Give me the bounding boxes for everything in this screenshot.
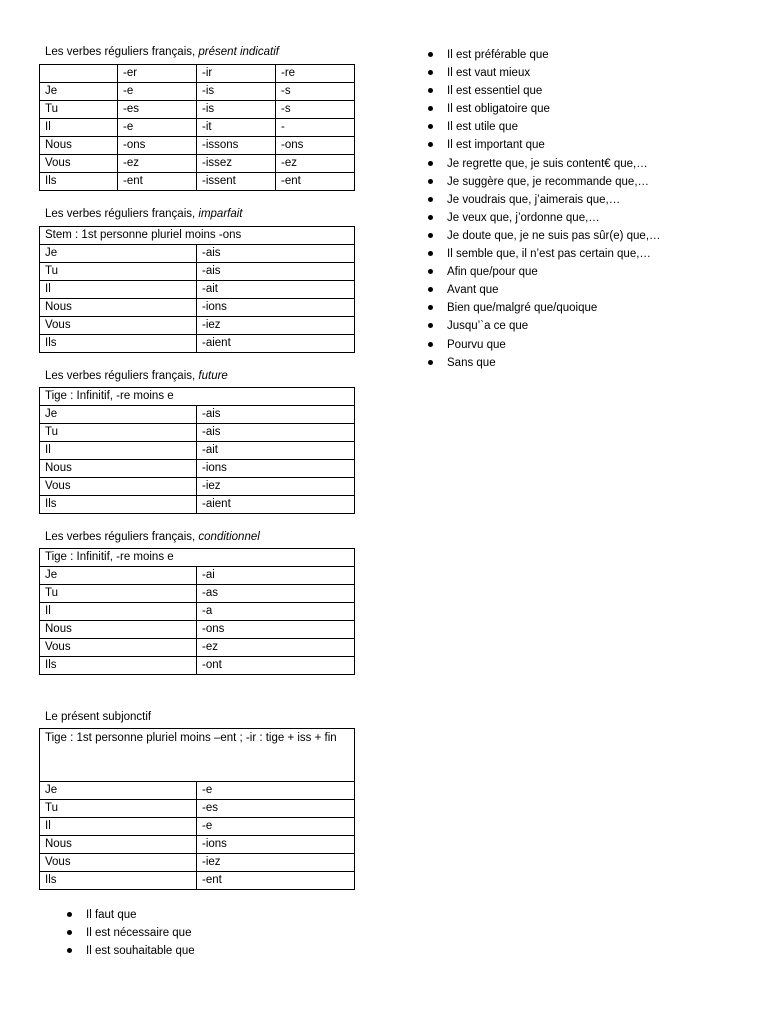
- ending-cell: -ais: [197, 406, 355, 424]
- pronoun-cell: Ils: [40, 872, 197, 890]
- header-cell: -ir: [197, 65, 276, 83]
- pronoun-cell: Je: [40, 83, 118, 101]
- table-row: [40, 800, 355, 818]
- table-row: [40, 872, 355, 890]
- list-item: Il est vaut mieux: [425, 64, 661, 82]
- ending-cell: -ont: [197, 657, 355, 675]
- table-row: [40, 782, 355, 800]
- list-item: Avant que: [425, 281, 661, 299]
- list-item: Je doute que, je ne suis pas sûr(e) que,…: [425, 227, 661, 245]
- pronoun-cell: Vous: [40, 317, 197, 335]
- list-item: Sans que: [425, 354, 661, 372]
- stem-rule: Tige : Infinitif, -re moins e: [40, 549, 355, 567]
- ending-cell: -ions: [197, 299, 355, 317]
- future-caption: [45, 370, 228, 382]
- list-item: Afin que/pour que: [425, 263, 661, 281]
- ending-cell: -e: [118, 83, 197, 101]
- imparfait-table: [39, 226, 355, 353]
- table-row: [40, 818, 355, 836]
- ending-cell: -ais: [197, 245, 355, 263]
- stem-row: [40, 227, 355, 245]
- imparfait-caption: [45, 208, 243, 220]
- pronoun-cell: Il: [40, 442, 197, 460]
- ending-cell: -ait: [197, 281, 355, 299]
- pronoun-cell: Tu: [40, 424, 197, 442]
- table-row: [40, 657, 355, 675]
- ending-cell: -ons: [118, 137, 197, 155]
- ending-cell: -ait: [197, 442, 355, 460]
- list-item: Jusqu’`a ce que: [425, 317, 661, 335]
- ending-cell: -as: [197, 585, 355, 603]
- table-row: [40, 281, 355, 299]
- stem-row: [40, 388, 355, 406]
- bottom-bullet-list: [64, 906, 195, 960]
- ending-cell: -ez: [276, 155, 355, 173]
- pronoun-cell: Nous: [40, 460, 197, 478]
- table-row: [40, 83, 355, 101]
- ending-cell: -issez: [197, 155, 276, 173]
- present-caption-text: Les verbes réguliers français,: [45, 46, 199, 58]
- list-item: Il est utile que: [425, 118, 661, 136]
- stem-rule: Tige : 1st personne pluriel moins –ent ; -ir : tige + iss + fin: [40, 729, 355, 782]
- pronoun-cell: Il: [40, 119, 118, 137]
- pronoun-cell: Il: [40, 281, 197, 299]
- list-item: Il est nécessaire que: [64, 924, 195, 942]
- ending-cell: -ent: [118, 173, 197, 191]
- right-bullet-list: [425, 46, 661, 372]
- conditionnel-caption: [45, 531, 260, 543]
- pronoun-cell: Je: [40, 406, 197, 424]
- ending-cell: -s: [276, 101, 355, 119]
- pronoun-cell: Ils: [40, 496, 197, 514]
- table-row: [40, 585, 355, 603]
- ending-cell: -s: [276, 83, 355, 101]
- table-row: [40, 639, 355, 657]
- ending-cell: -a: [197, 603, 355, 621]
- table-row: [40, 299, 355, 317]
- table-header-row: [40, 65, 355, 83]
- subjonctif-table: [39, 728, 355, 890]
- subjonctif-caption: Le présent subjonctif: [45, 711, 152, 723]
- pronoun-cell: Je: [40, 567, 197, 585]
- imparfait-caption-text: Les verbes réguliers français,: [45, 208, 199, 220]
- table-row: [40, 119, 355, 137]
- table-row: [40, 854, 355, 872]
- table-row: [40, 101, 355, 119]
- table-row: [40, 137, 355, 155]
- table-row: [40, 621, 355, 639]
- conditionnel-table: [39, 548, 355, 675]
- ending-cell: -ent: [276, 173, 355, 191]
- table-row: [40, 424, 355, 442]
- table-row: [40, 263, 355, 281]
- pronoun-cell: Tu: [40, 585, 197, 603]
- pronoun-cell: Ils: [40, 657, 197, 675]
- list-item: Je regrette que, je suis content€ que,…: [425, 155, 661, 173]
- table-row: [40, 317, 355, 335]
- ending-cell: -issons: [197, 137, 276, 155]
- ending-cell: -es: [118, 101, 197, 119]
- ending-cell: -ions: [197, 460, 355, 478]
- ending-cell: -ions: [197, 836, 355, 854]
- ending-cell: -aient: [197, 496, 355, 514]
- ending-cell: -ai: [197, 567, 355, 585]
- imparfait-caption-tense: imparfait: [198, 208, 243, 220]
- list-item: Je voudrais que, j’aimerais que,…: [425, 191, 661, 209]
- list-item: Je veux que, j’ordonne que,…: [425, 209, 661, 227]
- ending-cell: -ez: [118, 155, 197, 173]
- ending-cell: -ons: [197, 621, 355, 639]
- list-item: Je suggère que, je recommande que,…: [425, 173, 661, 191]
- table-row: [40, 478, 355, 496]
- future-caption-tense: future: [198, 370, 228, 382]
- list-item: Il semble que, il n’est pas certain que,…: [425, 245, 661, 263]
- pronoun-cell: Tu: [40, 800, 197, 818]
- list-item: Il est souhaitable que: [64, 942, 195, 960]
- ending-cell: -e: [118, 119, 197, 137]
- ending-cell: -e: [197, 782, 355, 800]
- ending-cell: -es: [197, 800, 355, 818]
- pronoun-cell: Vous: [40, 854, 197, 872]
- ending-cell: -ons: [276, 137, 355, 155]
- pronoun-cell: Tu: [40, 263, 197, 281]
- present-caption: [45, 46, 279, 58]
- table-row: [40, 496, 355, 514]
- table-row: [40, 406, 355, 424]
- ending-cell: -iez: [197, 854, 355, 872]
- list-item: Pourvu que: [425, 336, 661, 354]
- ending-cell: -it: [197, 119, 276, 137]
- table-row: [40, 603, 355, 621]
- ending-cell: -ent: [197, 872, 355, 890]
- pronoun-cell: Nous: [40, 137, 118, 155]
- list-item: Il est préférable que: [425, 46, 661, 64]
- header-cell: -er: [118, 65, 197, 83]
- ending-cell: -ez: [197, 639, 355, 657]
- table-row: [40, 567, 355, 585]
- pronoun-cell: Vous: [40, 155, 118, 173]
- ending-cell: -: [276, 119, 355, 137]
- pronoun-cell: Il: [40, 818, 197, 836]
- header-cell: -re: [276, 65, 355, 83]
- ending-cell: -ais: [197, 263, 355, 281]
- list-item: Il est important que: [425, 136, 661, 154]
- table-row: [40, 442, 355, 460]
- stem-rule: Tige : Infinitif, -re moins e: [40, 388, 355, 406]
- pronoun-cell: Je: [40, 782, 197, 800]
- stem-rule: Stem : 1st personne pluriel moins -ons: [40, 227, 355, 245]
- list-item: Il est obligatoire que: [425, 100, 661, 118]
- conditionnel-caption-text: Les verbes réguliers français,: [45, 531, 199, 543]
- pronoun-cell: Nous: [40, 836, 197, 854]
- conditionnel-caption-tense: conditionnel: [198, 531, 260, 543]
- table-row: [40, 155, 355, 173]
- ending-cell: -aient: [197, 335, 355, 353]
- ending-cell: -iez: [197, 478, 355, 496]
- pronoun-cell: Tu: [40, 101, 118, 119]
- future-table: [39, 387, 355, 514]
- stem-row: [40, 729, 355, 782]
- table-row: [40, 335, 355, 353]
- table-row: [40, 460, 355, 478]
- pronoun-cell: Il: [40, 603, 197, 621]
- pronoun-cell: Je: [40, 245, 197, 263]
- list-item: Il est essentiel que: [425, 82, 661, 100]
- stem-row: [40, 549, 355, 567]
- ending-cell: -is: [197, 83, 276, 101]
- pronoun-cell: Ils: [40, 173, 118, 191]
- pronoun-cell: Nous: [40, 621, 197, 639]
- ending-cell: -ais: [197, 424, 355, 442]
- header-cell: [40, 65, 118, 83]
- present-table: [39, 64, 355, 191]
- list-item: Il faut que: [64, 906, 195, 924]
- ending-cell: -iez: [197, 317, 355, 335]
- ending-cell: -e: [197, 818, 355, 836]
- pronoun-cell: Ils: [40, 335, 197, 353]
- present-caption-tense: présent indicatif: [198, 46, 279, 58]
- ending-cell: -is: [197, 101, 276, 119]
- table-row: [40, 836, 355, 854]
- future-caption-text: Les verbes réguliers français,: [45, 370, 199, 382]
- table-row: [40, 245, 355, 263]
- pronoun-cell: Vous: [40, 478, 197, 496]
- pronoun-cell: Vous: [40, 639, 197, 657]
- list-item: Bien que/malgré que/quoique: [425, 299, 661, 317]
- table-row: [40, 173, 355, 191]
- pronoun-cell: Nous: [40, 299, 197, 317]
- ending-cell: -issent: [197, 173, 276, 191]
